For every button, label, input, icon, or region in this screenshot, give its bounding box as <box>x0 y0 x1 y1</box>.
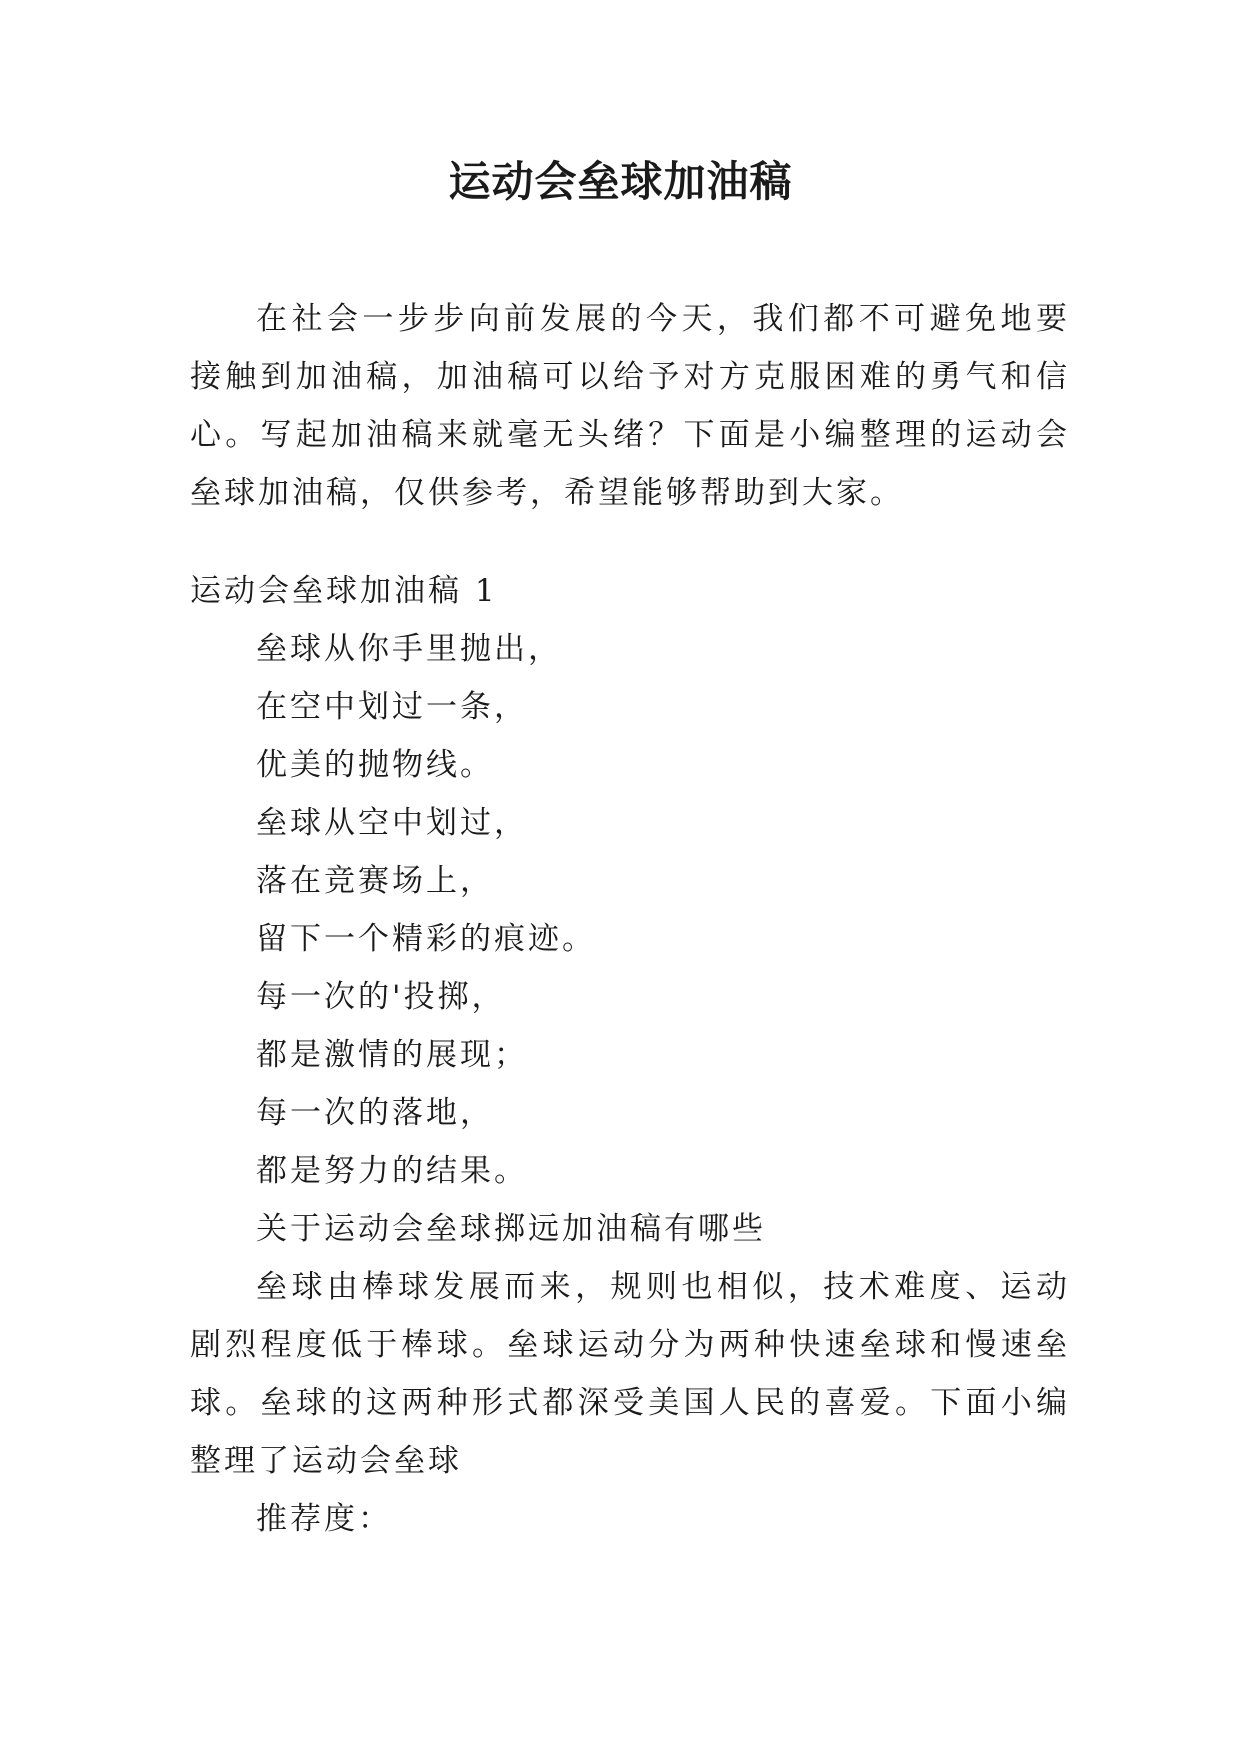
poem-line: 每一次的'投掷， <box>256 979 506 1015</box>
document-body <box>190 290 1070 1548</box>
section-heading: 运动会垒球加油稿 1 <box>190 573 498 609</box>
poem-line: 留下一个精彩的痕迹。 <box>256 921 596 957</box>
body-paragraph: 垒球由棒球发展而来，规则也相似，技术难度、运动剧烈程度低于棒球。垒球运动分为两种快速垒球和慢速垒球。垒球的这两种形式都深受美国人民的喜爱。下面小编整理了运动会垒球 <box>190 1269 1070 1479</box>
poem-line: 在空中划过一条， <box>256 689 528 725</box>
page-title: 运动会垒球加油稿 <box>448 157 793 206</box>
recommend-label: 推荐度： <box>256 1501 392 1537</box>
poem-line: 都是激情的展现； <box>256 1037 528 1073</box>
poem-line: 落在竞赛场上， <box>256 863 494 899</box>
intro-paragraph: 在社会一步步向前发展的今天，我们都不可避免地要接触到加油稿，加油稿可以给予对方克服困难的勇气和信心。写起加油稿来就毫无头绪？下面是小编整理的运动会垒球加油稿，仅供参考，希望能够帮助到大家。 <box>190 301 1070 511</box>
spacer <box>190 522 1070 562</box>
poem-line: 垒球从你手里抛出， <box>256 631 562 667</box>
poem-line: 每一次的落地， <box>256 1095 494 1131</box>
subheading-line: 关于运动会垒球掷远加油稿有哪些 <box>256 1211 766 1247</box>
poem-line: 优美的抛物线。 <box>256 747 494 783</box>
poem-line: 都是努力的结果。 <box>256 1153 528 1189</box>
poem-line: 垒球从空中划过， <box>256 805 528 841</box>
